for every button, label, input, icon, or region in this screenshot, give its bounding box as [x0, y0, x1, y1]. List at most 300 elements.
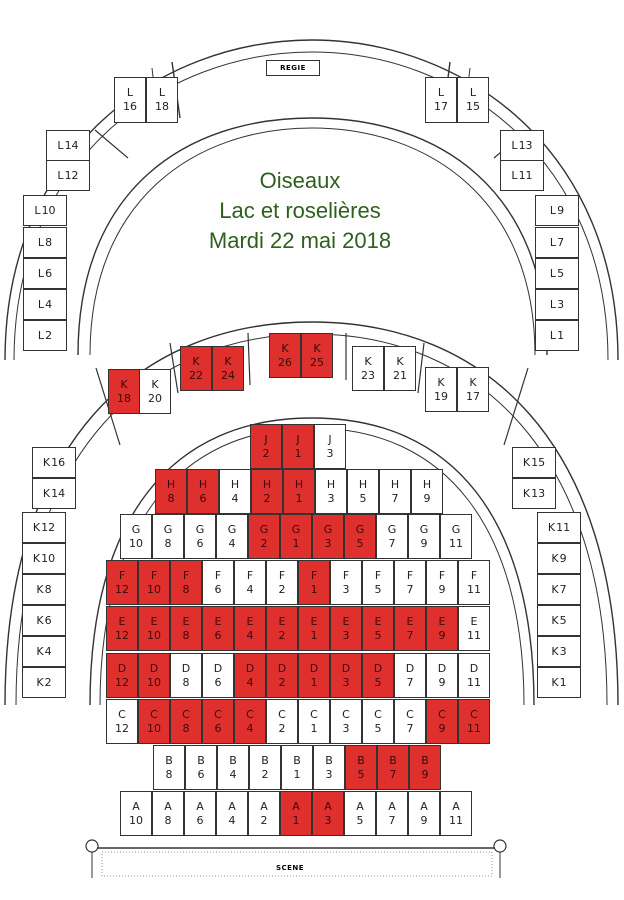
- seat-row-label: G: [227, 522, 237, 536]
- seat-L10[interactable]: [23, 195, 67, 226]
- seat-row-label: F: [470, 568, 478, 582]
- seat-number-label: 8: [182, 628, 190, 642]
- seat-K7[interactable]: [537, 574, 581, 605]
- seat-row-label: B: [293, 753, 301, 767]
- seat-F9[interactable]: [426, 560, 458, 605]
- seat-row-label: C: [118, 707, 126, 721]
- seat-row-label: G: [323, 522, 333, 536]
- seat-number-label: 9: [420, 536, 428, 550]
- seat-number-label: 7: [559, 582, 567, 596]
- seat-row-label: K: [32, 551, 41, 565]
- seat-row-label: G: [387, 522, 397, 536]
- seat-C12[interactable]: [106, 699, 138, 744]
- seat-D6[interactable]: [202, 653, 234, 698]
- seat-F5[interactable]: [362, 560, 394, 605]
- seat-number-label: 4: [228, 536, 236, 550]
- seat-K15[interactable]: [512, 447, 556, 478]
- seat-row-label: L: [511, 138, 518, 152]
- seat-L9[interactable]: [535, 195, 579, 226]
- seat-row-label: B: [197, 753, 205, 767]
- seat-row-label: C: [310, 707, 318, 721]
- seat-number-label: 10: [147, 675, 161, 689]
- seat-number-label: 23: [361, 368, 375, 382]
- seat-K13[interactable]: [512, 478, 556, 509]
- seat-K19[interactable]: [425, 367, 457, 412]
- seat-L16[interactable]: [114, 77, 146, 123]
- seat-row-label: E: [214, 614, 222, 628]
- seat-number-label: 3: [325, 767, 333, 781]
- seat-number-label: 4: [228, 813, 236, 827]
- seat-L1[interactable]: [535, 320, 579, 351]
- seat-H3[interactable]: [315, 469, 347, 514]
- seat-D11[interactable]: [458, 653, 490, 698]
- seat-number-label: 12: [64, 168, 79, 182]
- seat-row-label: C: [278, 707, 286, 721]
- seat-number-label: 10: [41, 203, 56, 217]
- seat-B3[interactable]: [313, 745, 345, 790]
- seat-row-label: L: [126, 86, 134, 99]
- seat-row-label: K: [522, 455, 531, 469]
- seat-number-label: 10: [129, 813, 143, 827]
- seat-number-label: 6: [214, 628, 222, 642]
- seat-B8[interactable]: [153, 745, 185, 790]
- seat-number-label: 10: [147, 628, 161, 642]
- seat-K3[interactable]: [537, 636, 581, 667]
- seat-E5[interactable]: [362, 606, 394, 651]
- seat-F2[interactable]: [266, 560, 298, 605]
- seat-row-label: D: [245, 661, 255, 675]
- seat-number-label: 20: [148, 391, 162, 405]
- seat-E10[interactable]: [138, 606, 170, 651]
- seat-number-label: 7: [391, 491, 399, 505]
- seat-number-label: 8: [167, 491, 175, 505]
- seat-number-label: 4: [246, 675, 254, 689]
- seat-number-label: 4: [45, 297, 53, 311]
- seat-row-label: A: [164, 799, 172, 813]
- seat-D5[interactable]: [362, 653, 394, 698]
- seat-F11[interactable]: [458, 560, 490, 605]
- seat-K17[interactable]: [457, 367, 489, 412]
- seat-C11[interactable]: [458, 699, 490, 744]
- seat-row-label: D: [117, 661, 127, 675]
- seat-A9[interactable]: [408, 791, 440, 836]
- seat-D2[interactable]: [266, 653, 298, 698]
- seat-K21[interactable]: [384, 346, 416, 391]
- seat-G2[interactable]: [248, 514, 280, 559]
- seat-K9[interactable]: [537, 543, 581, 574]
- seat-B6[interactable]: [185, 745, 217, 790]
- seat-F4[interactable]: [234, 560, 266, 605]
- seat-K2[interactable]: [22, 667, 66, 698]
- seat-L6[interactable]: [23, 258, 67, 289]
- seat-J3[interactable]: [314, 424, 346, 469]
- seat-row-label: F: [310, 568, 318, 582]
- seat-row-label: A: [132, 799, 140, 813]
- seat-B7[interactable]: [377, 745, 409, 790]
- seat-C8[interactable]: [170, 699, 202, 744]
- seat-row-label: C: [438, 707, 446, 721]
- seat-row-label: K: [36, 675, 44, 689]
- seat-row-label: E: [246, 614, 254, 628]
- seat-number-label: 16: [123, 100, 137, 113]
- seat-A10[interactable]: [120, 791, 152, 836]
- seat-C6[interactable]: [202, 699, 234, 744]
- seat-row-label: K: [551, 613, 559, 627]
- seat-L13[interactable]: [500, 130, 544, 161]
- seat-G8[interactable]: [152, 514, 184, 559]
- seat-K23[interactable]: [352, 346, 384, 391]
- seat-row-label: B: [421, 753, 429, 767]
- seat-row-label: C: [150, 707, 158, 721]
- seat-number-label: 11: [518, 168, 533, 182]
- event-title: Oiseaux: [259, 168, 341, 193]
- event-subtitle: Lac et roselières: [219, 198, 381, 223]
- seat-C1[interactable]: [298, 699, 330, 744]
- seat-row-label: G: [131, 522, 141, 536]
- seat-number-label: 2: [45, 328, 53, 342]
- seat-row-label: K: [32, 520, 41, 534]
- seat-F12[interactable]: [106, 560, 138, 605]
- seat-number-label: 4: [44, 644, 52, 658]
- seat-H2[interactable]: [251, 469, 283, 514]
- seat-row-label: K: [547, 520, 556, 534]
- seat-K11[interactable]: [537, 512, 581, 543]
- seat-number-label: 7: [389, 767, 397, 781]
- seat-row-label: D: [469, 661, 479, 675]
- seat-F8[interactable]: [170, 560, 202, 605]
- seat-G5[interactable]: [344, 514, 376, 559]
- seat-L18[interactable]: [146, 77, 178, 123]
- seat-number-label: 6: [196, 813, 204, 827]
- seat-row-label: D: [213, 661, 223, 675]
- seat-E8[interactable]: [170, 606, 202, 651]
- seat-row-label: H: [326, 477, 336, 491]
- seat-number-label: 1: [295, 491, 303, 505]
- seat-row-label: H: [358, 477, 368, 491]
- seat-C2[interactable]: [266, 699, 298, 744]
- seat-C5[interactable]: [362, 699, 394, 744]
- seat-number-label: 1: [310, 628, 318, 642]
- seat-A11[interactable]: [440, 791, 472, 836]
- seat-row-label: G: [355, 522, 365, 536]
- seat-row-label: H: [198, 477, 208, 491]
- seat-A5[interactable]: [344, 791, 376, 836]
- seat-number-label: 2: [278, 721, 286, 735]
- seat-A4[interactable]: [216, 791, 248, 836]
- seat-B1[interactable]: [281, 745, 313, 790]
- seat-number-label: 9: [421, 767, 429, 781]
- seat-G4[interactable]: [216, 514, 248, 559]
- seat-K4[interactable]: [22, 636, 66, 667]
- seat-number-label: 12: [115, 628, 129, 642]
- seat-D8[interactable]: [170, 653, 202, 698]
- seat-row-label: K: [396, 354, 404, 368]
- seat-number-label: 1: [310, 675, 318, 689]
- seat-G10[interactable]: [120, 514, 152, 559]
- seat-number-label: 7: [388, 813, 396, 827]
- seat-row-label: D: [341, 661, 351, 675]
- seat-number-label: 3: [342, 628, 350, 642]
- seat-row-label: C: [246, 707, 254, 721]
- seat-number-label: 1: [293, 767, 301, 781]
- seat-row-label: G: [195, 522, 205, 536]
- seat-row-label: G: [451, 522, 461, 536]
- seat-A8[interactable]: [152, 791, 184, 836]
- seat-row-label: K: [224, 354, 232, 368]
- seat-number-label: 4: [229, 767, 237, 781]
- seat-row-label: E: [470, 614, 478, 628]
- seat-B9[interactable]: [409, 745, 441, 790]
- seat-number-label: 8: [165, 767, 173, 781]
- seat-number-label: 18: [155, 100, 169, 113]
- seat-E2[interactable]: [266, 606, 298, 651]
- seat-row-label: L: [37, 235, 45, 249]
- seat-H5[interactable]: [347, 469, 379, 514]
- seat-number-label: 2: [278, 675, 286, 689]
- seat-H4[interactable]: [219, 469, 251, 514]
- seat-row-label: E: [374, 614, 382, 628]
- seat-number-label: 2: [263, 491, 271, 505]
- seat-B4[interactable]: [217, 745, 249, 790]
- seat-row-label: K: [120, 377, 128, 391]
- seat-L2[interactable]: [23, 320, 67, 351]
- seat-A2[interactable]: [248, 791, 280, 836]
- seat-C9[interactable]: [426, 699, 458, 744]
- seat-A6[interactable]: [184, 791, 216, 836]
- seat-number-label: 2: [278, 582, 286, 596]
- seat-number-label: 9: [423, 491, 431, 505]
- seat-row-label: D: [437, 661, 447, 675]
- seat-number-label: 21: [393, 368, 407, 382]
- seat-L17[interactable]: [425, 77, 457, 123]
- seat-G3[interactable]: [312, 514, 344, 559]
- seat-K16[interactable]: [32, 447, 76, 478]
- seat-row-label: C: [342, 707, 350, 721]
- seat-row-label: D: [149, 661, 159, 675]
- seat-row-label: K: [42, 455, 51, 469]
- seat-C3[interactable]: [330, 699, 362, 744]
- seat-row-label: L: [57, 138, 64, 152]
- seat-A3[interactable]: [312, 791, 344, 836]
- seat-number-label: 10: [147, 721, 161, 735]
- seat-G7[interactable]: [376, 514, 408, 559]
- seat-row-label: L: [37, 328, 45, 342]
- seat-number-label: 11: [449, 536, 463, 550]
- seat-L3[interactable]: [535, 289, 579, 320]
- seat-number-label: 2: [278, 628, 286, 642]
- seat-D9[interactable]: [426, 653, 458, 698]
- seat-row-label: F: [278, 568, 286, 582]
- seat-number-label: 4: [246, 582, 254, 596]
- seat-D4[interactable]: [234, 653, 266, 698]
- seat-K22[interactable]: [180, 346, 212, 391]
- seat-row-label: E: [150, 614, 158, 628]
- seat-number-label: 3: [342, 675, 350, 689]
- seat-row-label: B: [325, 753, 333, 767]
- seat-F10[interactable]: [138, 560, 170, 605]
- seat-row-label: K: [469, 375, 477, 389]
- seat-row-label: L: [549, 297, 557, 311]
- seat-L12[interactable]: [46, 160, 90, 191]
- seat-G6[interactable]: [184, 514, 216, 559]
- seat-E11[interactable]: [458, 606, 490, 651]
- seat-K6[interactable]: [22, 605, 66, 636]
- seat-number-label: 1: [292, 813, 300, 827]
- seat-L15[interactable]: [457, 77, 489, 123]
- seat-E9[interactable]: [426, 606, 458, 651]
- seat-K12[interactable]: [22, 512, 66, 543]
- seat-F1[interactable]: [298, 560, 330, 605]
- seat-D1[interactable]: [298, 653, 330, 698]
- seat-G1[interactable]: [280, 514, 312, 559]
- seat-D12[interactable]: [106, 653, 138, 698]
- seat-row-label: L: [57, 168, 64, 182]
- seat-C7[interactable]: [394, 699, 426, 744]
- seat-number-label: 2: [260, 813, 268, 827]
- seat-L7[interactable]: [535, 227, 579, 258]
- seat-G9[interactable]: [408, 514, 440, 559]
- seat-K26[interactable]: [269, 333, 301, 378]
- seat-number-label: 5: [359, 491, 367, 505]
- seat-row-label: K: [551, 644, 559, 658]
- seat-number-label: 9: [559, 551, 567, 565]
- seat-L14[interactable]: [46, 130, 90, 161]
- seat-row-label: L: [37, 297, 45, 311]
- seat-C10[interactable]: [138, 699, 170, 744]
- seat-row-label: J: [296, 432, 300, 446]
- seat-row-label: K: [36, 582, 44, 596]
- seat-number-label: 13: [531, 486, 546, 500]
- seat-A7[interactable]: [376, 791, 408, 836]
- seat-row-label: A: [228, 799, 236, 813]
- seat-F7[interactable]: [394, 560, 426, 605]
- seat-number-label: 25: [310, 355, 324, 369]
- seat-row-label: E: [342, 614, 350, 628]
- seat-E12[interactable]: [106, 606, 138, 651]
- seat-E6[interactable]: [202, 606, 234, 651]
- seat-number-label: 12: [41, 520, 56, 534]
- seat-row-label: H: [230, 477, 240, 491]
- seat-K8[interactable]: [22, 574, 66, 605]
- seat-B2[interactable]: [249, 745, 281, 790]
- seat-E4[interactable]: [234, 606, 266, 651]
- seat-number-label: 7: [557, 235, 565, 249]
- seat-row-label: A: [420, 799, 428, 813]
- seat-number-label: 11: [467, 582, 481, 596]
- seat-H6[interactable]: [187, 469, 219, 514]
- seat-E7[interactable]: [394, 606, 426, 651]
- seat-number-label: 10: [41, 551, 56, 565]
- seat-K1[interactable]: [537, 667, 581, 698]
- seat-row-label: C: [406, 707, 414, 721]
- seat-D7[interactable]: [394, 653, 426, 698]
- seat-L5[interactable]: [535, 258, 579, 289]
- seat-number-label: 1: [310, 721, 318, 735]
- seat-K10[interactable]: [22, 543, 66, 574]
- seat-row-label: D: [309, 661, 319, 675]
- seat-row-label: L: [469, 86, 477, 99]
- seat-row-label: J: [328, 432, 332, 446]
- seat-K18[interactable]: [108, 369, 140, 414]
- seat-L4[interactable]: [23, 289, 67, 320]
- seat-number-label: 3: [557, 297, 565, 311]
- seat-row-label: D: [181, 661, 191, 675]
- seat-row-label: K: [551, 551, 559, 565]
- seat-L11[interactable]: [500, 160, 544, 191]
- seat-row-label: B: [389, 753, 397, 767]
- seat-L8[interactable]: [23, 227, 67, 258]
- seat-G11[interactable]: [440, 514, 472, 559]
- seat-row-label: E: [118, 614, 126, 628]
- seat-E3[interactable]: [330, 606, 362, 651]
- seat-D10[interactable]: [138, 653, 170, 698]
- seat-K24[interactable]: [212, 346, 244, 391]
- seat-C4[interactable]: [234, 699, 266, 744]
- seat-row-label: A: [196, 799, 204, 813]
- seat-row-label: A: [324, 799, 332, 813]
- seat-number-label: 9: [557, 203, 565, 217]
- seat-F6[interactable]: [202, 560, 234, 605]
- seat-K5[interactable]: [537, 605, 581, 636]
- seat-number-label: 12: [115, 675, 129, 689]
- seat-H1[interactable]: [283, 469, 315, 514]
- seat-row-label: D: [277, 661, 287, 675]
- seat-number-label: 11: [449, 813, 463, 827]
- seat-number-label: 1: [310, 582, 318, 596]
- seat-B5[interactable]: [345, 745, 377, 790]
- seat-row-label: A: [388, 799, 396, 813]
- seat-row-label: A: [292, 799, 300, 813]
- seat-K14[interactable]: [32, 478, 76, 509]
- seat-number-label: 3: [342, 721, 350, 735]
- seat-number-label: 24: [221, 368, 235, 382]
- seat-number-label: 1: [559, 675, 567, 689]
- seat-number-label: 2: [261, 767, 269, 781]
- seat-K25[interactable]: [301, 333, 333, 378]
- seat-row-label: C: [470, 707, 478, 721]
- regie-label: REGIE: [266, 60, 320, 76]
- seat-row-label: L: [549, 266, 557, 280]
- seat-H8[interactable]: [155, 469, 187, 514]
- seat-row-label: L: [549, 235, 557, 249]
- seat-number-label: 6: [214, 721, 222, 735]
- seat-number-label: 9: [438, 675, 446, 689]
- seat-H9[interactable]: [411, 469, 443, 514]
- seat-E1[interactable]: [298, 606, 330, 651]
- seat-D3[interactable]: [330, 653, 362, 698]
- seat-number-label: 6: [197, 767, 205, 781]
- seat-H7[interactable]: [379, 469, 411, 514]
- seat-number-label: 8: [45, 235, 53, 249]
- seat-row-label: F: [246, 568, 254, 582]
- seat-J1[interactable]: [282, 424, 314, 469]
- seat-number-label: 4: [246, 628, 254, 642]
- scene-label: SCENE: [275, 864, 305, 872]
- seat-number-label: 8: [182, 721, 190, 735]
- seat-K20[interactable]: [139, 369, 171, 414]
- seat-row-label: H: [422, 477, 432, 491]
- seat-number-label: 1: [557, 328, 565, 342]
- seat-row-label: H: [390, 477, 400, 491]
- seat-row-label: K: [551, 582, 559, 596]
- seat-row-label: B: [229, 753, 237, 767]
- seat-row-label: C: [374, 707, 382, 721]
- seat-J2[interactable]: [250, 424, 282, 469]
- seat-A1[interactable]: [280, 791, 312, 836]
- seat-row-label: K: [364, 354, 372, 368]
- seat-F3[interactable]: [330, 560, 362, 605]
- seat-row-label: G: [163, 522, 173, 536]
